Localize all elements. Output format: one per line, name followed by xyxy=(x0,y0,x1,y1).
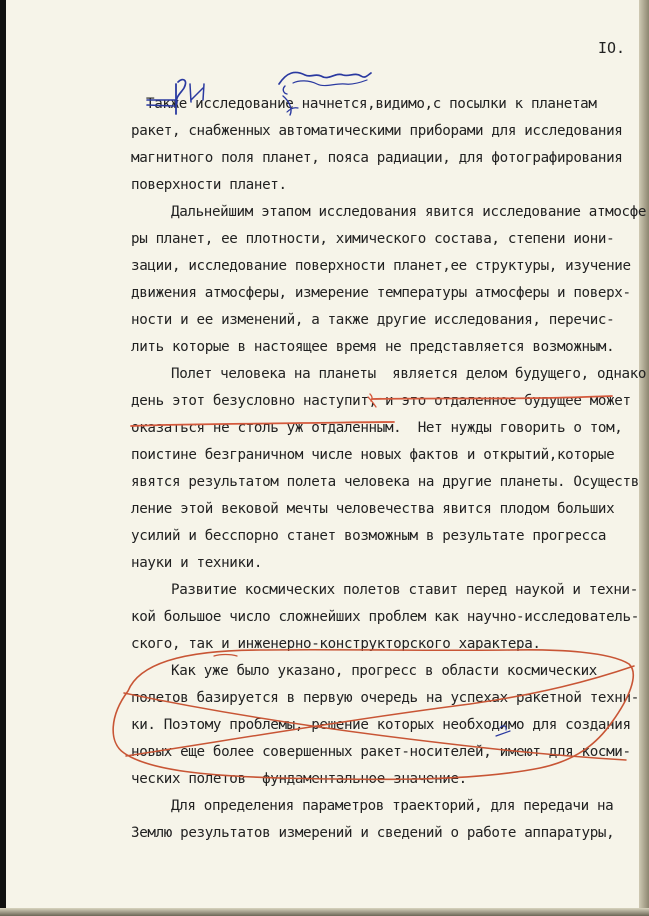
text-line-14: поистине безграничном числе новых фактов и открытий,которые xyxy=(131,447,615,463)
text-line-24: ки. Поэтому проблемы, решение которых необходимо для создания xyxy=(131,717,631,733)
text-line-18: науки и техники. xyxy=(131,555,263,571)
text-line-10: лить которые в настоящее время не представляется возможным. xyxy=(131,339,615,355)
text-line-21: ского, так и инженерно-конструкторского характера. xyxy=(131,636,541,652)
red-cross-out xyxy=(113,650,634,780)
text-line-15: явятся результатом полета человека на другие планеты. Осуществ xyxy=(131,474,639,490)
blue-correction-mark xyxy=(496,726,510,736)
text-line-12: день этот безусловно наступит, и это отдаленное будущее может xyxy=(131,393,631,409)
text-line-23: полетов базируется в первую очередь на успехах ракетной техни- xyxy=(131,690,639,706)
text-line-7: зации, исследование поверхности планет,ее структуры, изучение xyxy=(131,258,631,274)
text-line-9: ности и ее изменений, а также другие исследования, перечис- xyxy=(131,312,615,328)
text-line-16: ление этой вековой мечты человечества явится плодом больших xyxy=(131,501,615,517)
text-line-11: Полет человека на планеты является делом будущего, однако xyxy=(171,366,647,382)
text-line-26: ческих полетов фундаментальное значение. xyxy=(131,771,467,787)
text-line-6: ры планет, ее плотности, химического состава, степени иони- xyxy=(131,231,615,247)
text-line-4: поверхности планет. xyxy=(131,177,287,193)
text-line-22: Как уже было указано, прогресс в области космических xyxy=(171,663,597,679)
text-line-17: усилий и бесспорно станет возможным в результате прогресса xyxy=(131,528,607,544)
text-line-28: Землю результатов измерений и сведений о работе аппаратуры, xyxy=(131,825,615,841)
text-line-25: новых еще более совершенных ракет-носителей, имеют для косми- xyxy=(131,744,631,760)
text-line-19: Развитие космических полетов ставит перед наукой и техни- xyxy=(171,582,638,598)
text-line-13: оказаться не столь уж отдаленным. Нет нужды говорить о том, xyxy=(131,420,623,436)
text-line-8: движения атмосферы, измерение температуры атмосферы и поверх- xyxy=(131,285,631,301)
text-line-5: Дальнейшим этапом исследования явится исследование атмосфе xyxy=(171,204,647,220)
text-line-2: ракет, снабженных автоматическими приборами для исследования xyxy=(131,123,623,139)
blue-insertion-marks xyxy=(147,80,298,115)
page-number: IO. xyxy=(598,39,626,57)
text-line-1: Также исследование начнется,видимо,с посылки к планетам xyxy=(146,96,597,112)
text-line-3: магнитного поля планет, пояса радиации, для фотографирования xyxy=(131,150,623,166)
text-line-20: кой большое число сложнейших проблем как научно-исследователь- xyxy=(131,609,639,625)
text-line-27: Для определения параметров траекторий, для передачи на xyxy=(171,798,614,814)
